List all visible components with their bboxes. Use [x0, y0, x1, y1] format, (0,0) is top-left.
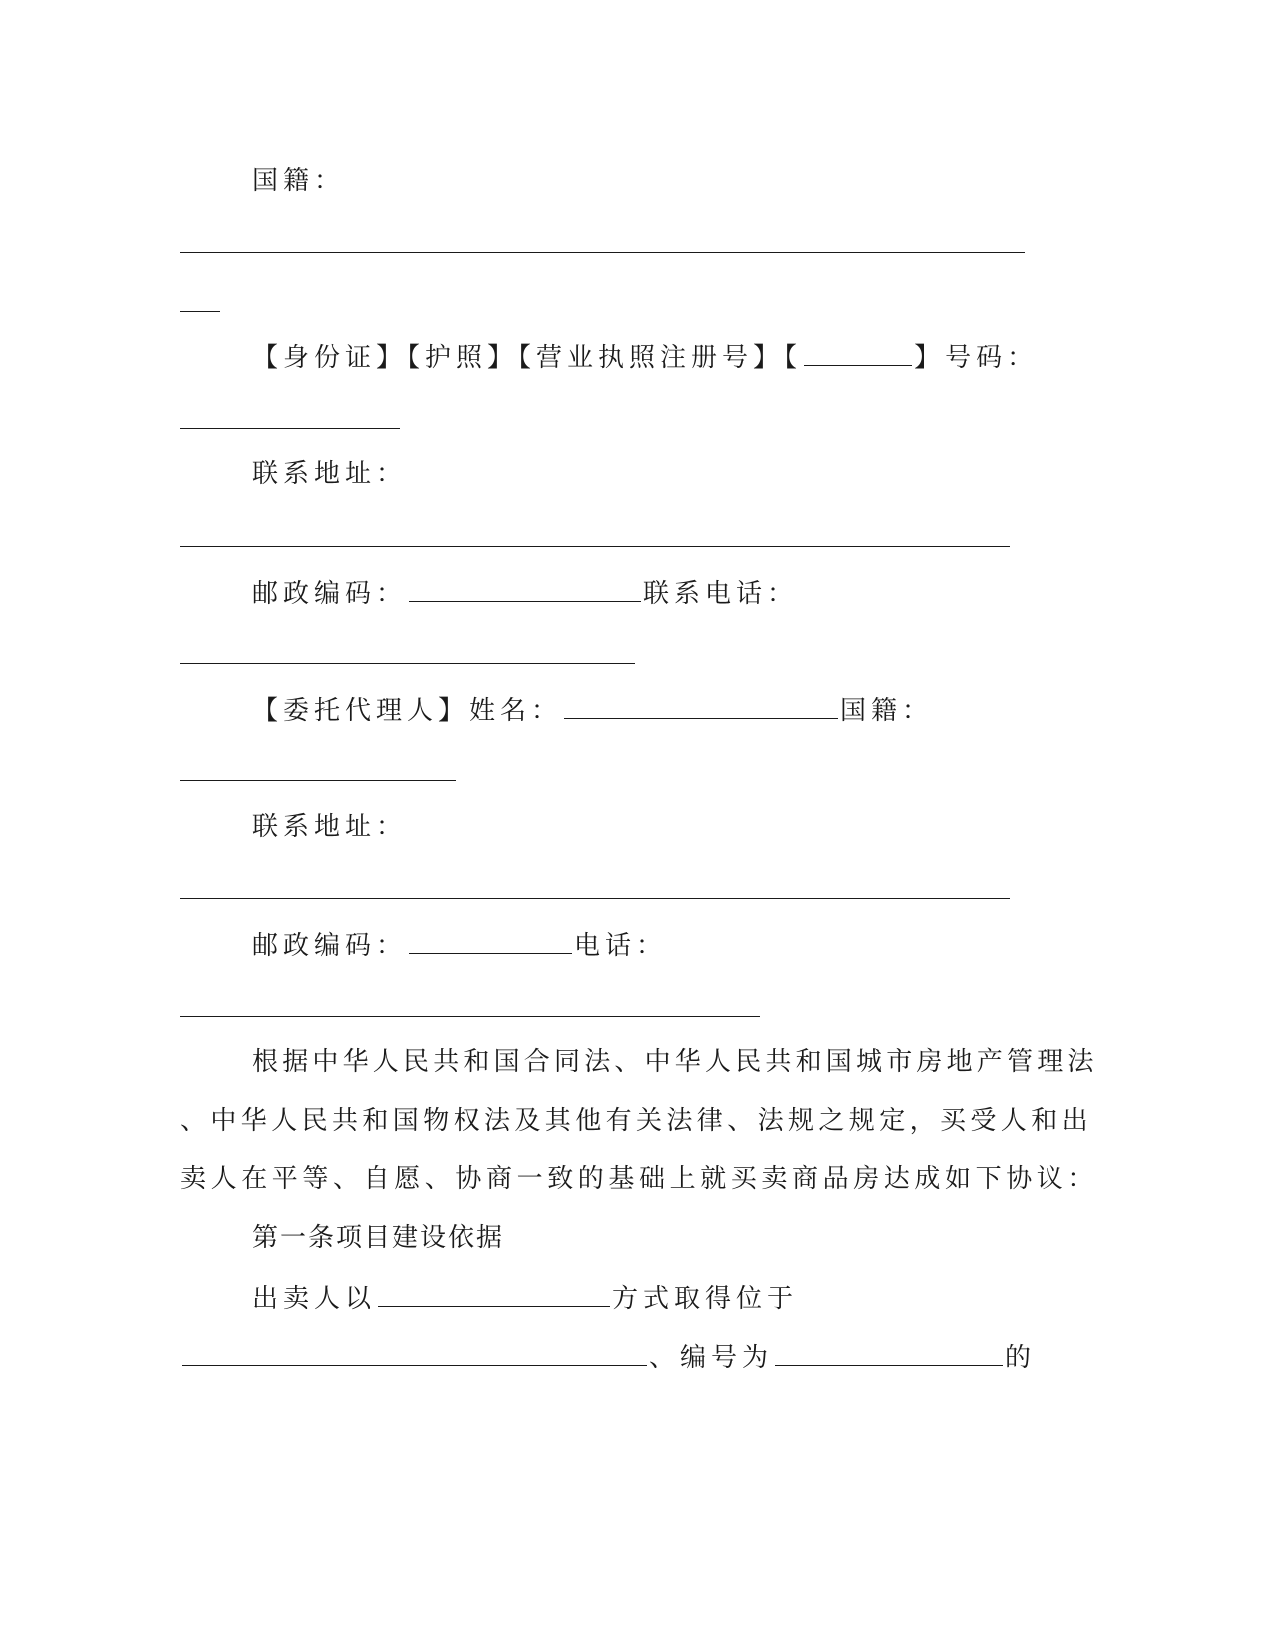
article-1-prefix: 出卖人以	[252, 1284, 377, 1314]
agent-name-label: 【委托代理人】姓名：	[252, 696, 563, 726]
nationality-blank-line-cont[interactable]	[180, 311, 220, 312]
postal-blank[interactable]	[409, 577, 641, 602]
other-id-type-blank[interactable]	[804, 341, 912, 366]
other-id-open-bracket: 【	[784, 343, 803, 373]
business-license-option[interactable]: 【营业执照注册号】	[518, 343, 785, 373]
preamble-line-3: 卖人在平等、自愿、协商一致的基础上就买卖商品房达成如下协议：	[180, 1164, 1099, 1194]
id-number-label: 号码：	[945, 343, 1039, 373]
agent-nationality-blank[interactable]	[180, 780, 456, 781]
other-id-close-bracket: 】	[914, 343, 946, 373]
postal-phone-line	[252, 577, 798, 609]
acquisition-method-blank[interactable]	[378, 1282, 610, 1307]
id-card-option[interactable]: 【身份证】	[252, 343, 408, 373]
id-number-blank[interactable]	[180, 428, 400, 429]
agent-phone-blank[interactable]	[180, 1016, 760, 1017]
agent-nationality-label: 国籍：	[840, 696, 934, 726]
parcel-number-blank[interactable]	[775, 1341, 1003, 1366]
nationality-label: 国籍：	[252, 166, 346, 196]
article-1-line-2-suffix: 的	[1005, 1343, 1037, 1373]
postal-label: 邮政编码：	[252, 579, 408, 609]
id-type-line	[252, 341, 1038, 373]
nationality-blank-line[interactable]	[180, 252, 1025, 253]
article-1-heading: 第一条项目建设依据	[252, 1223, 505, 1253]
phone-label: 联系电话：	[643, 579, 799, 609]
agent-address-label: 联系地址：	[252, 812, 408, 842]
preamble-line-1: 根据中华人民共和国合同法、中华人民共和国城市房地产管理法	[252, 1047, 1098, 1077]
phone-blank[interactable]	[180, 663, 635, 664]
address-blank[interactable]	[180, 546, 1010, 547]
passport-option[interactable]: 【护照】	[407, 343, 519, 373]
agent-name-blank[interactable]	[564, 694, 838, 719]
agent-phone-label: 电话：	[574, 931, 668, 961]
number-label: 、编号为	[649, 1343, 774, 1373]
location-blank[interactable]	[182, 1341, 647, 1366]
agent-postal-phone-line	[252, 929, 667, 961]
address-label: 联系地址：	[252, 459, 408, 489]
agent-postal-label: 邮政编码：	[252, 931, 408, 961]
article-1-line-2	[180, 1341, 1036, 1373]
article-1-suffix: 方式取得位于	[612, 1284, 799, 1314]
agent-postal-blank[interactable]	[409, 929, 572, 954]
article-1-line-1	[252, 1282, 798, 1314]
agent-name-line	[252, 694, 933, 726]
preamble-line-2: 、中华人民共和国物权法及其他有关法律、法规之规定，买受人和出	[180, 1106, 1093, 1136]
agent-address-blank[interactable]	[180, 898, 1010, 899]
